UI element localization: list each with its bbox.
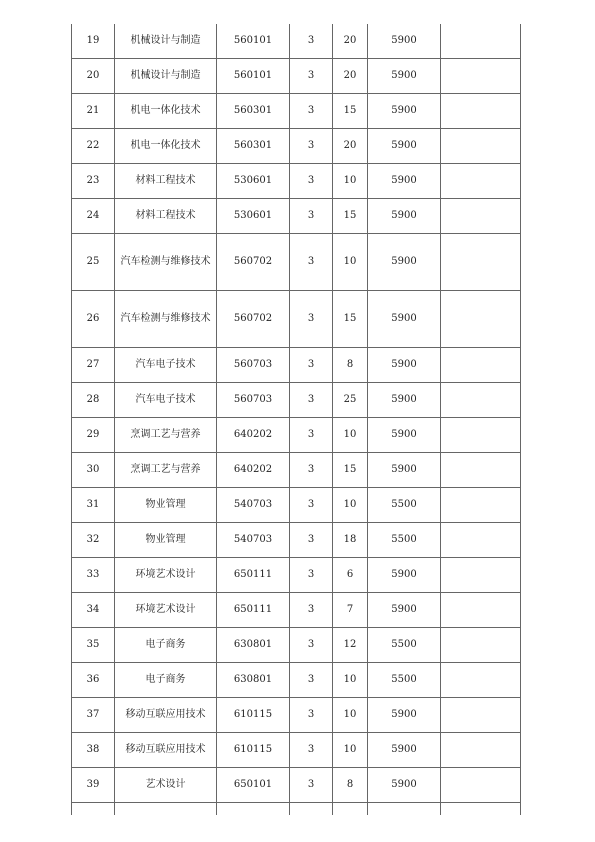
remark-cell — [441, 733, 521, 768]
plan-count-cell: 10 — [333, 663, 368, 698]
plan-count-cell: 10 — [333, 733, 368, 768]
tuition-cell: 5900 — [368, 453, 441, 488]
tuition-cell: 5900 — [368, 768, 441, 803]
plan-count-cell: 8 — [333, 348, 368, 383]
major-code-cell: 650101 — [217, 768, 290, 803]
major-code-cell: 560301 — [217, 94, 290, 129]
major-code-cell: 650111 — [217, 558, 290, 593]
major-name-cell: 机械设计与制造 — [115, 24, 217, 59]
tuition-cell: 5900 — [368, 593, 441, 628]
table-row — [72, 558, 521, 593]
row-number-cell: 20 — [72, 59, 115, 94]
duration-cell: 3 — [290, 24, 333, 59]
table-row — [72, 348, 521, 383]
row-number-cell: 19 — [72, 24, 115, 59]
major-code-cell: 630801 — [217, 663, 290, 698]
table-row — [72, 199, 521, 234]
duration-cell: 3 — [290, 94, 333, 129]
major-name-cell: 电子商务 — [115, 628, 217, 663]
major-name-cell: 汽车检测与维修技术 — [115, 234, 217, 291]
duration-cell: 3 — [290, 164, 333, 199]
major-name-cell: 艺术设计 — [115, 768, 217, 803]
remark-cell — [441, 24, 521, 59]
remark-cell — [441, 523, 521, 558]
plan-count-cell: 15 — [333, 291, 368, 348]
tuition-cell: 5900 — [368, 234, 441, 291]
remark-cell — [441, 59, 521, 94]
major-code-cell: 560703 — [217, 348, 290, 383]
remark-cell — [441, 698, 521, 733]
remark-cell — [441, 348, 521, 383]
remark-cell — [441, 768, 521, 803]
plan-count-cell: 10 — [333, 234, 368, 291]
remark-cell — [441, 234, 521, 291]
major-name-cell: 机电一体化技术 — [115, 94, 217, 129]
duration-cell: 3 — [290, 199, 333, 234]
table-row — [72, 418, 521, 453]
row-number-cell: 23 — [72, 164, 115, 199]
tuition-cell: 5500 — [368, 628, 441, 663]
major-code-cell: 530601 — [217, 199, 290, 234]
major-code-cell: 560101 — [217, 24, 290, 59]
major-code-cell: 650111 — [217, 593, 290, 628]
major-code-cell: 560703 — [217, 383, 290, 418]
duration-cell: 3 — [290, 663, 333, 698]
row-number-cell: 30 — [72, 453, 115, 488]
empty-cell — [217, 803, 290, 816]
major-name-cell: 物业管理 — [115, 488, 217, 523]
table-row — [72, 488, 521, 523]
remark-cell — [441, 663, 521, 698]
table-row-continued — [72, 803, 521, 816]
duration-cell: 3 — [290, 418, 333, 453]
tuition-cell: 5900 — [368, 383, 441, 418]
empty-cell — [333, 803, 368, 816]
table-row — [72, 733, 521, 768]
empty-cell — [290, 803, 333, 816]
row-number-cell: 38 — [72, 733, 115, 768]
tuition-cell: 5500 — [368, 488, 441, 523]
plan-count-cell: 10 — [333, 698, 368, 733]
tuition-cell: 5900 — [368, 129, 441, 164]
table-row — [72, 383, 521, 418]
plan-count-cell: 10 — [333, 488, 368, 523]
remark-cell — [441, 291, 521, 348]
tuition-cell: 5900 — [368, 418, 441, 453]
plan-count-cell: 10 — [333, 164, 368, 199]
major-name-cell: 汽车电子技术 — [115, 383, 217, 418]
major-name-cell: 汽车电子技术 — [115, 348, 217, 383]
plan-count-cell: 15 — [333, 453, 368, 488]
duration-cell: 3 — [290, 129, 333, 164]
row-number-cell: 29 — [72, 418, 115, 453]
major-code-cell: 610115 — [217, 733, 290, 768]
duration-cell: 3 — [290, 628, 333, 663]
row-number-cell: 22 — [72, 129, 115, 164]
row-number-cell: 21 — [72, 94, 115, 129]
tuition-cell: 5900 — [368, 199, 441, 234]
remark-cell — [441, 628, 521, 663]
major-code-cell: 640202 — [217, 453, 290, 488]
duration-cell: 3 — [290, 768, 333, 803]
remark-cell — [441, 94, 521, 129]
plan-count-cell: 25 — [333, 383, 368, 418]
empty-cell — [441, 803, 521, 816]
remark-cell — [441, 418, 521, 453]
plan-count-cell: 15 — [333, 199, 368, 234]
major-code-cell: 540703 — [217, 488, 290, 523]
plan-count-cell: 20 — [333, 24, 368, 59]
row-number-cell: 33 — [72, 558, 115, 593]
remark-cell — [441, 593, 521, 628]
enrollment-table — [71, 24, 521, 815]
table-row — [72, 628, 521, 663]
major-code-cell: 630801 — [217, 628, 290, 663]
tuition-cell: 5900 — [368, 698, 441, 733]
plan-count-cell: 18 — [333, 523, 368, 558]
plan-count-cell: 12 — [333, 628, 368, 663]
table-row — [72, 291, 521, 348]
duration-cell: 3 — [290, 291, 333, 348]
major-name-cell: 环境艺术设计 — [115, 593, 217, 628]
row-number-cell: 25 — [72, 234, 115, 291]
empty-cell — [72, 803, 115, 816]
remark-cell — [441, 488, 521, 523]
plan-count-cell: 6 — [333, 558, 368, 593]
empty-cell — [368, 803, 441, 816]
tuition-cell: 5900 — [368, 558, 441, 593]
table-row — [72, 164, 521, 199]
table-row — [72, 453, 521, 488]
major-code-cell: 560101 — [217, 59, 290, 94]
major-name-cell: 材料工程技术 — [115, 199, 217, 234]
plan-count-cell: 15 — [333, 94, 368, 129]
remark-cell — [441, 453, 521, 488]
tuition-cell: 5500 — [368, 663, 441, 698]
plan-count-cell: 20 — [333, 59, 368, 94]
row-number-cell: 26 — [72, 291, 115, 348]
tuition-cell: 5900 — [368, 24, 441, 59]
row-number-cell: 28 — [72, 383, 115, 418]
duration-cell: 3 — [290, 698, 333, 733]
duration-cell: 3 — [290, 488, 333, 523]
remark-cell — [441, 199, 521, 234]
row-number-cell: 31 — [72, 488, 115, 523]
row-number-cell: 37 — [72, 698, 115, 733]
major-name-cell: 机电一体化技术 — [115, 129, 217, 164]
plan-count-cell: 20 — [333, 129, 368, 164]
major-code-cell: 560301 — [217, 129, 290, 164]
major-name-cell: 环境艺术设计 — [115, 558, 217, 593]
duration-cell: 3 — [290, 733, 333, 768]
row-number-cell: 35 — [72, 628, 115, 663]
tuition-cell: 5500 — [368, 523, 441, 558]
row-number-cell: 27 — [72, 348, 115, 383]
table-body — [72, 24, 521, 815]
major-name-cell: 材料工程技术 — [115, 164, 217, 199]
plan-count-cell: 10 — [333, 418, 368, 453]
table-row — [72, 94, 521, 129]
plan-count-cell: 8 — [333, 768, 368, 803]
tuition-cell: 5900 — [368, 291, 441, 348]
major-name-cell: 烹调工艺与营养 — [115, 453, 217, 488]
duration-cell: 3 — [290, 558, 333, 593]
table-row — [72, 663, 521, 698]
table-row — [72, 129, 521, 164]
remark-cell — [441, 383, 521, 418]
tuition-cell: 5900 — [368, 164, 441, 199]
major-code-cell: 640202 — [217, 418, 290, 453]
tuition-cell: 5900 — [368, 348, 441, 383]
major-name-cell: 汽车检测与维修技术 — [115, 291, 217, 348]
plan-count-cell: 7 — [333, 593, 368, 628]
table-row — [72, 24, 521, 59]
duration-cell: 3 — [290, 383, 333, 418]
empty-cell — [115, 803, 217, 816]
remark-cell — [441, 558, 521, 593]
table-row — [72, 234, 521, 291]
remark-cell — [441, 164, 521, 199]
duration-cell: 3 — [290, 453, 333, 488]
duration-cell: 3 — [290, 59, 333, 94]
row-number-cell: 36 — [72, 663, 115, 698]
major-code-cell: 530601 — [217, 164, 290, 199]
major-name-cell: 电子商务 — [115, 663, 217, 698]
row-number-cell: 24 — [72, 199, 115, 234]
tuition-cell: 5900 — [368, 59, 441, 94]
major-code-cell: 540703 — [217, 523, 290, 558]
major-code-cell: 560702 — [217, 234, 290, 291]
duration-cell: 3 — [290, 348, 333, 383]
row-number-cell: 39 — [72, 768, 115, 803]
row-number-cell: 34 — [72, 593, 115, 628]
major-name-cell: 机械设计与制造 — [115, 59, 217, 94]
tuition-cell: 5900 — [368, 733, 441, 768]
duration-cell: 3 — [290, 593, 333, 628]
remark-cell — [441, 129, 521, 164]
major-name-cell: 移动互联应用技术 — [115, 733, 217, 768]
table-row — [72, 768, 521, 803]
table-row — [72, 59, 521, 94]
table-row — [72, 593, 521, 628]
major-name-cell: 物业管理 — [115, 523, 217, 558]
major-name-cell: 烹调工艺与营养 — [115, 418, 217, 453]
major-code-cell: 560702 — [217, 291, 290, 348]
duration-cell: 3 — [290, 523, 333, 558]
major-code-cell: 610115 — [217, 698, 290, 733]
table-row — [72, 698, 521, 733]
duration-cell: 3 — [290, 234, 333, 291]
tuition-cell: 5900 — [368, 94, 441, 129]
major-name-cell: 移动互联应用技术 — [115, 698, 217, 733]
table-row — [72, 523, 521, 558]
row-number-cell: 32 — [72, 523, 115, 558]
